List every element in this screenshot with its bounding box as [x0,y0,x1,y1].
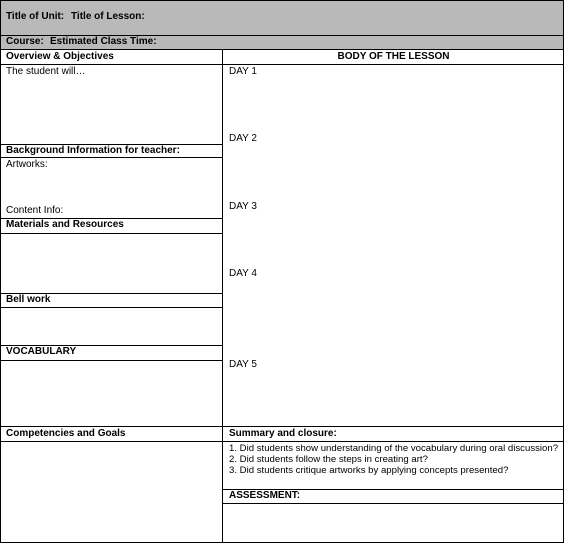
course-label: Course: [6,36,44,47]
question-2: 2. Did students follow the steps in creating art? [229,454,428,465]
bell-work-heading: Bell work [6,294,51,305]
day-4-label: DAY 4 [229,268,257,279]
day-1-label: DAY 1 [229,66,257,77]
day-3-label: DAY 3 [229,201,257,212]
student-will-text: The student will… [6,66,86,77]
divider-left-9 [0,441,222,442]
divider-right-3 [222,503,564,504]
day-5-label: DAY 5 [229,359,257,370]
body-of-lesson-heading: BODY OF THE LESSON [337,51,450,62]
divider-left-8 [0,360,222,361]
lesson-title-label: Title of Lesson: [71,11,145,22]
divider-left-6 [0,307,222,308]
unit-title-label: Title of Unit: [6,11,65,22]
content-info-label: Content Info: [6,205,64,216]
assessment-heading: ASSESSMENT: [229,490,301,501]
divider-right-1 [222,441,564,442]
overview-heading: Overview & Objectives [6,51,114,62]
materials-heading: Materials and Resources [6,219,124,230]
divider-section-heads [0,64,564,65]
vocabulary-heading: VOCABULARY [6,346,77,357]
divider-left-2 [0,157,222,158]
question-1: 1. Did students show understanding of the vocabulary during oral discussion? [229,443,559,454]
divider-lower [0,426,564,427]
day-2-label: DAY 2 [229,133,257,144]
question-3: 3. Did students critique artworks by applying concepts presented? [229,465,509,476]
competencies-heading: Competencies and Goals [6,428,126,439]
divider-course [0,49,564,50]
background-heading: Background Information for teacher: [6,145,180,156]
artworks-label: Artworks: [6,159,48,170]
column-divider [222,49,223,543]
summary-heading: Summary and closure: [229,428,337,439]
class-time-label: Estimated Class Time: [50,36,157,47]
divider-left-4 [0,233,222,234]
